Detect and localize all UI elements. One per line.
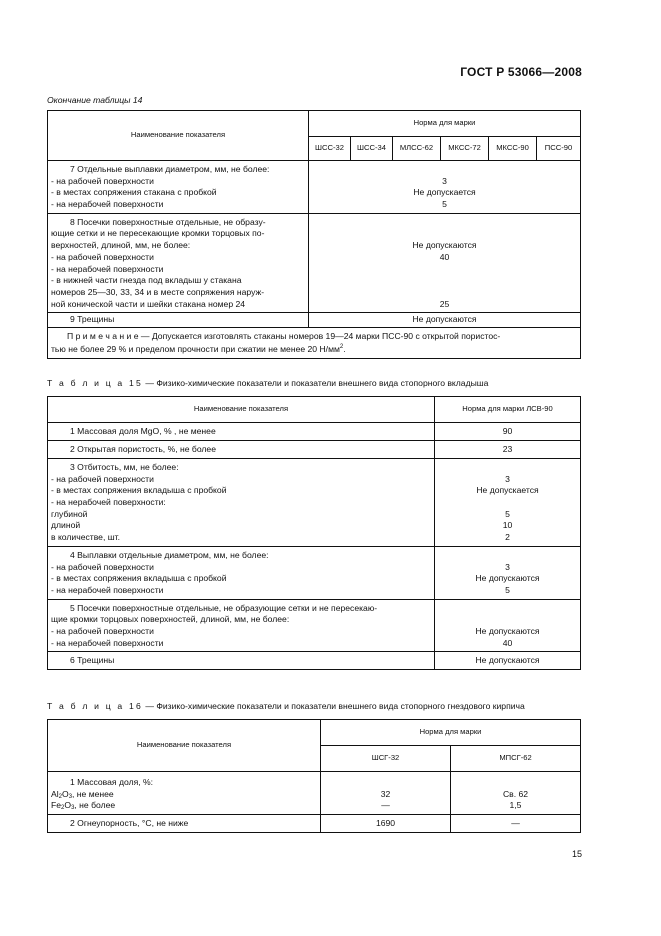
t15-row6-label: 6 Трещины [70, 655, 115, 666]
t15-caption-text: — Физико-химические показатели и показатели внешнего вида стопорного вкладыша [142, 378, 489, 388]
table-14 [47, 110, 581, 359]
t15-row4-title: 4 Выплавки отдельные диаметром, мм, не более: [70, 549, 269, 560]
t15-row2-value: 23 [435, 441, 581, 459]
t14-row8-line: ной конической части и шейки стакана номер 24 [51, 298, 246, 309]
t15-row3-item: глубиной [51, 508, 88, 519]
page-number: 15 [571, 849, 582, 859]
t16-row1-fe-value: — [381, 800, 390, 811]
t14-row8-item: - на нерабочей поверхности [51, 264, 305, 276]
t14-note-line2: тью не более 29 % и пределом прочности при сжатии не менее 20 Н/мм [51, 343, 340, 354]
t15-caption-label: Т а б л и ц а 15 [47, 378, 143, 388]
t14-row8-value: Не допускаются [412, 240, 477, 251]
table-16 [47, 719, 581, 833]
al-symbol: Al [51, 788, 59, 799]
t14-grade: ШСС-34 [351, 137, 393, 161]
t16-caption-label: Т а б л и ц а 16 [47, 701, 143, 711]
t15-row3-title: 3 Отбитость, мм, не более: [70, 462, 179, 472]
t14-row8-item: - на рабочей поверхности [51, 252, 305, 264]
t15-row5-line: щие кромки торцовых поверхностей, длиной, мм, не более: [51, 614, 290, 625]
fe-o-symbol: O [64, 800, 72, 811]
t14-note-sup: 2 [339, 343, 344, 350]
t16-row2-value: — [451, 815, 581, 833]
fe-o-sub: 3 [71, 805, 75, 812]
t14-row8-line: верхностей, длиной, мм, не более: [51, 240, 191, 251]
t15-row3-value: 3 [505, 473, 510, 484]
t15-row-2 [48, 441, 581, 459]
fe-symbol: Fe [51, 800, 62, 811]
fe-sub: 2 [61, 805, 65, 812]
t15-row3-value: Не допускается [476, 485, 539, 496]
t14-row7-value: 5 [442, 199, 447, 210]
t15-row3-item: - в местах сопряжения вкладыша с пробкой [51, 485, 431, 497]
t15-name-header: Наименование показателя [48, 397, 435, 423]
t14-row8-line: ющие сетки и не пересекающие кромки торцовых по- [51, 228, 265, 239]
t14-grade: МЛСС-62 [393, 137, 441, 161]
t16-row1-al-value: 32 [380, 788, 391, 799]
t16-caption-text: — Физико-химические показатели и показатели внешнего вида стопорного гнездового кирпича [142, 701, 525, 711]
t15-row4-value: Не допускаются [475, 573, 540, 584]
t15-row5-value: Не допускаются [475, 625, 540, 636]
t15-row4-item: - в местах сопряжения вкладыша с пробкой [51, 573, 431, 585]
t14-grade: МКСС-90 [489, 137, 537, 161]
t16-name-header: Наименование показателя [48, 720, 321, 772]
t15-row4-item: - на рабочей поверхности [51, 562, 431, 574]
t15-row1-value: 90 [435, 423, 581, 441]
fe-condition: , не более [74, 800, 116, 811]
t14-note [48, 328, 581, 358]
t15-row3-item: в количестве, шт. [51, 532, 120, 543]
t14-row-7 [48, 161, 581, 214]
t15-row-4 [48, 546, 581, 599]
t14-note-line1: Допускается изготовлять стаканы номеров 19—24 марки ПСС-90 с открытой пористос- [151, 331, 501, 342]
t14-row9-value: Не допускаются [309, 313, 581, 328]
t15-row5-value: 40 [502, 637, 513, 648]
document-header: ГОСТ Р 53066—2008 [460, 65, 582, 79]
t16-row1-title: 1 Массовая доля, %: [70, 777, 154, 787]
t15-row3-value: 10 [502, 520, 513, 531]
t15-row4-item: - на нерабочей поверхности [51, 585, 431, 597]
al-sub: 2 [58, 793, 62, 800]
table-16-caption [47, 701, 525, 713]
t14-grade: ПСС-90 [537, 137, 581, 161]
t15-row3-value: 2 [505, 532, 510, 543]
t14-norm-header: Норма для марки [309, 111, 581, 137]
t16-row-2 [48, 815, 581, 833]
t14-grade: МКСС-72 [441, 137, 489, 161]
t14-row7-item: - на нерабочей поверхности [51, 199, 305, 211]
t14-row7-value: Не допускается [413, 187, 476, 198]
table-14-caption: Окончание таблицы 14 [47, 95, 143, 105]
t14-note-label: П р и м е ч а н и е — [67, 331, 150, 342]
t15-row3-item: - на рабочей поверхности [51, 474, 431, 486]
t15-row-3 [48, 459, 581, 547]
t15-row1-label: 1 Массовая доля MgO, % , не менее [70, 425, 216, 436]
t14-row-8 [48, 213, 581, 313]
t15-row-6 [48, 652, 581, 670]
t14-row8-value: 25 [439, 298, 450, 309]
t16-norm-header: Норма для марки [321, 720, 581, 746]
t16-row2-label: 2 Огнеупорность, °С, не ниже [70, 817, 189, 828]
t14-row8-value: 40 [439, 251, 450, 262]
table-15 [47, 396, 581, 670]
t15-row-5 [48, 599, 581, 652]
t16-row1-fe-value: 1,5 [509, 800, 522, 811]
t15-norm-header: Норма для марки ЛСВ-90 [435, 397, 581, 423]
t14-row7-item: - в местах сопряжения стакана с пробкой [51, 187, 305, 199]
t14-row9-label: 9 Трещины [70, 314, 115, 325]
t15-row4-value: 3 [505, 561, 510, 572]
t14-row7-title: 7 Отдельные выплавки диаметром, мм, не более: [70, 164, 270, 174]
t15-row4-value: 5 [505, 584, 510, 595]
t15-row2-label: 2 Открытая пористость, %, не более [70, 443, 216, 454]
t16-grade: МПСГ-62 [451, 746, 581, 772]
t15-row3-value: 5 [505, 508, 510, 519]
t16-row2-value: 1690 [321, 815, 451, 833]
t14-name-header: Наименование показателя [48, 111, 309, 161]
table-15-caption [47, 378, 488, 390]
t15-row3-item: - на нерабочей поверхности: [51, 497, 431, 509]
t15-row5-line: 5 Посечки поверхностные отдельные, не образующие сетки и не пересекаю- [70, 602, 378, 613]
t16-grade: ШСГ-32 [321, 746, 451, 772]
t16-row1-al-value: Св. 62 [502, 788, 529, 799]
t14-row8-line: 8 Посечки поверхностные отдельные, не образу- [70, 216, 266, 227]
t14-row8-item: - в нижней части гнезда под вкладыш у стакана [51, 275, 305, 287]
t14-grade: ШСС-32 [309, 137, 351, 161]
al-condition: , не менее [72, 788, 114, 799]
t15-row5-item: - на рабочей поверхности [51, 626, 431, 638]
al-o-symbol: O [62, 788, 69, 799]
t14-row7-value: 3 [442, 175, 447, 186]
t15-row5-item: - на нерабочей поверхности [51, 638, 431, 650]
al-o-sub: 3 [68, 793, 73, 800]
t15-row6-value: Не допускаются [435, 652, 581, 670]
t14-row7-item: - на рабочей поверхности [51, 176, 305, 188]
t14-row8-line: номеров 25—30, 33, 34 и в месте сопряжения наруж- [51, 286, 265, 297]
t15-row3-item: длиной [51, 520, 81, 531]
t14-note-end: . [343, 343, 346, 354]
t16-row-1 [48, 772, 581, 815]
t14-row-9 [48, 313, 581, 328]
t15-row-1 [48, 423, 581, 441]
